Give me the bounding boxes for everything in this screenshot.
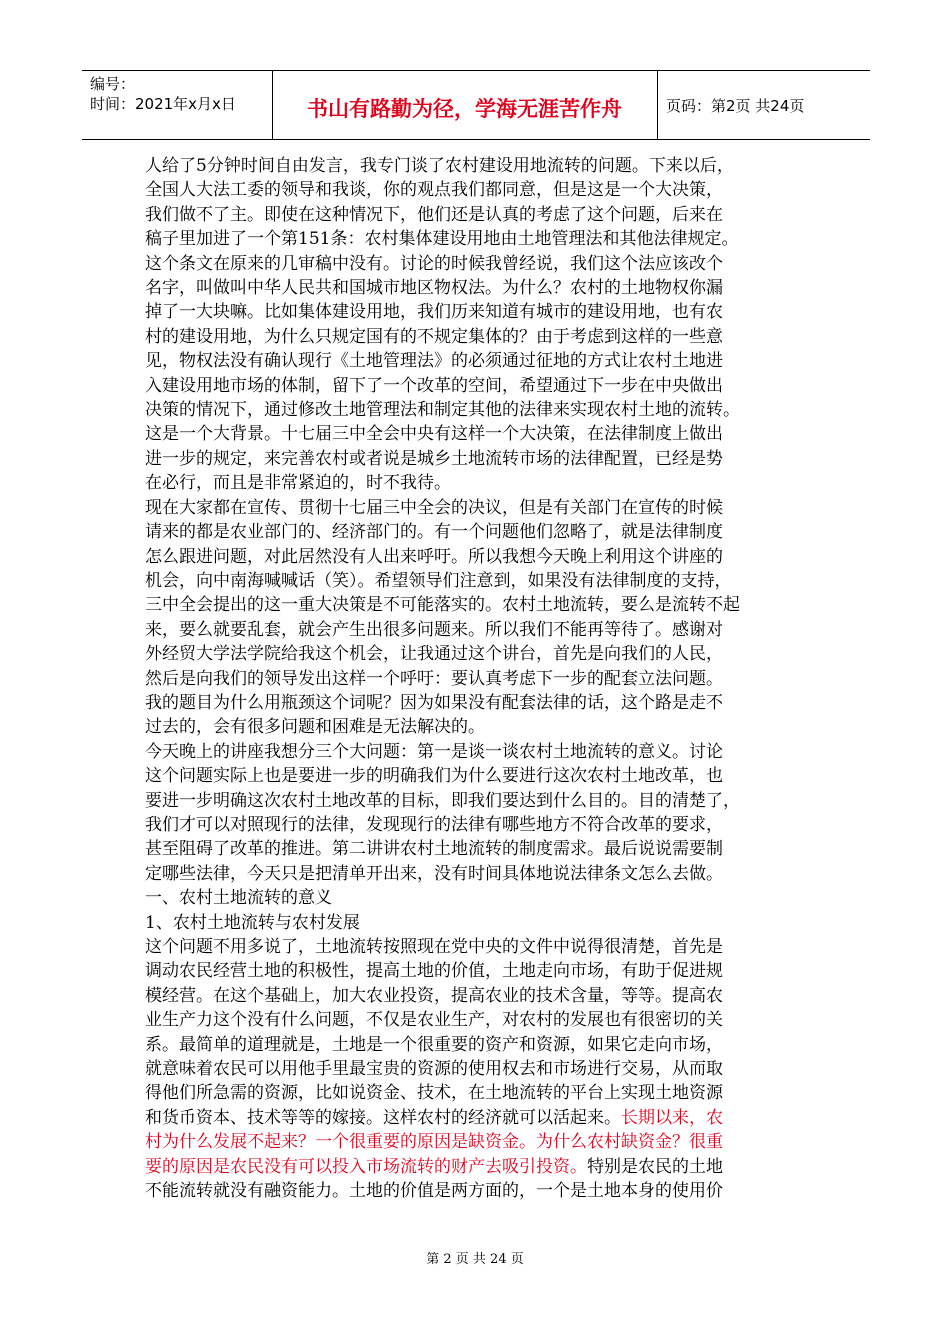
text-segment: 特别是农民的土地 xyxy=(587,1156,723,1177)
text-line: 不能流转就没有融资能力。土地的价值是两方面的，一个是土地本身的使用价 xyxy=(145,1181,723,1202)
text-line: 人给了5分钟时间自由发言，我专门谈了农村建设用地流转的问题。下来以后， xyxy=(145,156,734,176)
text-line xyxy=(145,1130,805,1154)
header-divider-right xyxy=(657,71,658,139)
text-line: 村的建设用地，为什么只规定国有的不规定集体的？由于考虑到这样的一些意 xyxy=(145,326,723,347)
text-line: 就意味着农民可以用他手里最宝贵的资源的使用权去和市场进行交易，从而取 xyxy=(145,1059,723,1080)
text-line xyxy=(145,1106,805,1130)
text-line: 这个问题不用多说了，土地流转按照现在党中央的文件中说得很清楚，首先是 xyxy=(145,937,723,957)
text-line: 我们才可以对照现行的法律，发现现行的法律有哪些地方不符合改革的要求， xyxy=(145,814,723,835)
text-line: 这个问题实际上也是要进一步的明确我们为什么要进行这次农村土地改革，也 xyxy=(145,766,723,787)
text-line: 三中全会提出的这一重大决策是不可能落实的。农村土地流转，要么是流转不起 xyxy=(145,595,740,616)
text-line: 我的题目为什么用瓶颈这个词呢？因为如果没有配套法律的话，这个路是走不 xyxy=(145,692,723,713)
text-line: 这是一个大背景。十七届三中全会中央有这样一个大决策，在法律制度上做出 xyxy=(145,424,723,445)
text-line: 我们做不了主。即使在这种情况下，他们还是认真的考虑了这个问题，后来在 xyxy=(145,204,723,225)
text-line: 来，要么就要乱套，就会产生出很多问题来。所以我们不能再等待了。感谢对 xyxy=(145,619,723,640)
text-line: 怎么跟进问题，对此居然没有人出来呼吁。所以我想今天晚上利用这个讲座的 xyxy=(145,546,723,567)
text-line: 名字，叫做叫中华人民共和国城市地区物权法。为什么？农村的土地物权你漏 xyxy=(145,278,723,299)
highlighted-text: 长期以来，农 xyxy=(621,1107,723,1128)
text-line: 见，物权法没有确认现行《土地管理法》的必须通过征地的方式让农村土地进 xyxy=(145,351,723,372)
highlighted-text: 要的原因是农民没有可以投入市场流转的财产去吸引投资。 xyxy=(145,1156,587,1177)
text-line: 入建设用地市场的体制，留下了一个改革的空间，希望通过下一步在中央做出 xyxy=(145,375,723,396)
text-line: 全国人大法工委的领导和我谈，你的观点我们都同意，但是这是一个大决策， xyxy=(145,180,723,201)
text-line: 1、农村土地流转与农村发展 xyxy=(145,912,360,933)
text-line: 这个条文在原来的几审稿中没有。讨论的时候我曾经说，我们这个法应该改个 xyxy=(145,253,723,274)
header-page-info: 页码：第2页 共24页 xyxy=(666,97,805,115)
document-number: 编号： xyxy=(90,75,136,93)
text-line: 外经贸大学法学院给我这个机会，让我通过这个讲台，首先是向我们的人民， xyxy=(145,644,723,665)
text-line: 今天晚上的讲座我想分三个大问题：第一是谈一谈农村土地流转的意义。讨论 xyxy=(145,741,723,762)
text-segment: 和货币资本、技术等等的嫁接。这样农村的经济就可以活起来。 xyxy=(145,1107,621,1128)
text-line: 进一步的规定，来完善农村或者说是城乡土地流转市场的法律配置，已经是势 xyxy=(145,448,723,469)
header-motto: 书山有路勤为径，学海无涯苦作舟 xyxy=(307,97,622,121)
text-line: 系。最简单的道理就是，土地是一个很重要的资产和资源，如果它走向市场， xyxy=(145,1034,723,1055)
page-header xyxy=(82,70,870,140)
text-line: 调动农民经营土地的积极性，提高土地的价值，土地走向市场，有助于促进规 xyxy=(145,961,723,982)
text-line: 定哪些法律，今天只是把清单开出来，没有时间具体地说法律条文怎么去做。 xyxy=(145,863,723,884)
text-line: 要进一步明确这次农村土地改革的目标，即我们要达到什么目的。目的清楚了， xyxy=(145,790,740,811)
text-line: 甚至阻碍了改革的推进。第二讲讲农村土地流转的制度需求。最后说说需要制 xyxy=(145,839,723,860)
page-footer: 第 2 页 共 24 页 xyxy=(426,1252,524,1267)
text-line: 业生产力这个没有什么问题，不仅是农业生产，对农村的发展也有很密切的关 xyxy=(145,1010,723,1031)
text-line: 模经营。在这个基础上，加大农业投资，提高农业的技术含量，等等。提高农 xyxy=(145,985,723,1006)
highlighted-text: 村为什么发展不起来？一个很重要的原因是缺资金。为什么农村缺资金？很重 xyxy=(145,1132,723,1153)
document-date: 时间：2021年x月x日 xyxy=(90,95,236,113)
document-body xyxy=(145,154,805,1203)
text-line: 掉了一大块嘛。比如集体建设用地，我们历来知道有城市的建设用地，也有农 xyxy=(145,302,723,323)
text-line xyxy=(145,1155,805,1179)
text-line: 一、农村土地流转的意义 xyxy=(145,888,332,909)
text-line: 机会，向中南海喊喊话（笑）。希望领导们注意到，如果没有法律制度的支持， xyxy=(145,570,732,591)
text-line: 决策的情况下，通过修改土地管理法和制定其他的法律来实现农村土地的流转。 xyxy=(145,400,740,421)
text-line: 过去的，会有很多问题和困难是无法解决的。 xyxy=(145,717,485,738)
text-line: 现在大家都在宣传、贯彻十七届三中全会的决议，但是有关部门在宣传的时候 xyxy=(145,497,723,518)
text-line: 请来的都是农业部门的、经济部门的。有一个问题他们忽略了，就是法律制度 xyxy=(145,522,723,543)
text-line: 在必行，而且是非常紧迫的，时不我待。 xyxy=(145,473,451,494)
text-line: 得他们所急需的资源，比如说资金、技术，在土地流转的平台上实现土地资源 xyxy=(145,1083,723,1104)
text-line: 然后是向我们的领导发出这样一个呼吁：要认真考虑下一步的配套立法问题。 xyxy=(145,668,723,689)
text-line: 稿子里加进了一个第151条：农村集体建设用地由土地管理法和其他法律规定。 xyxy=(145,229,739,250)
